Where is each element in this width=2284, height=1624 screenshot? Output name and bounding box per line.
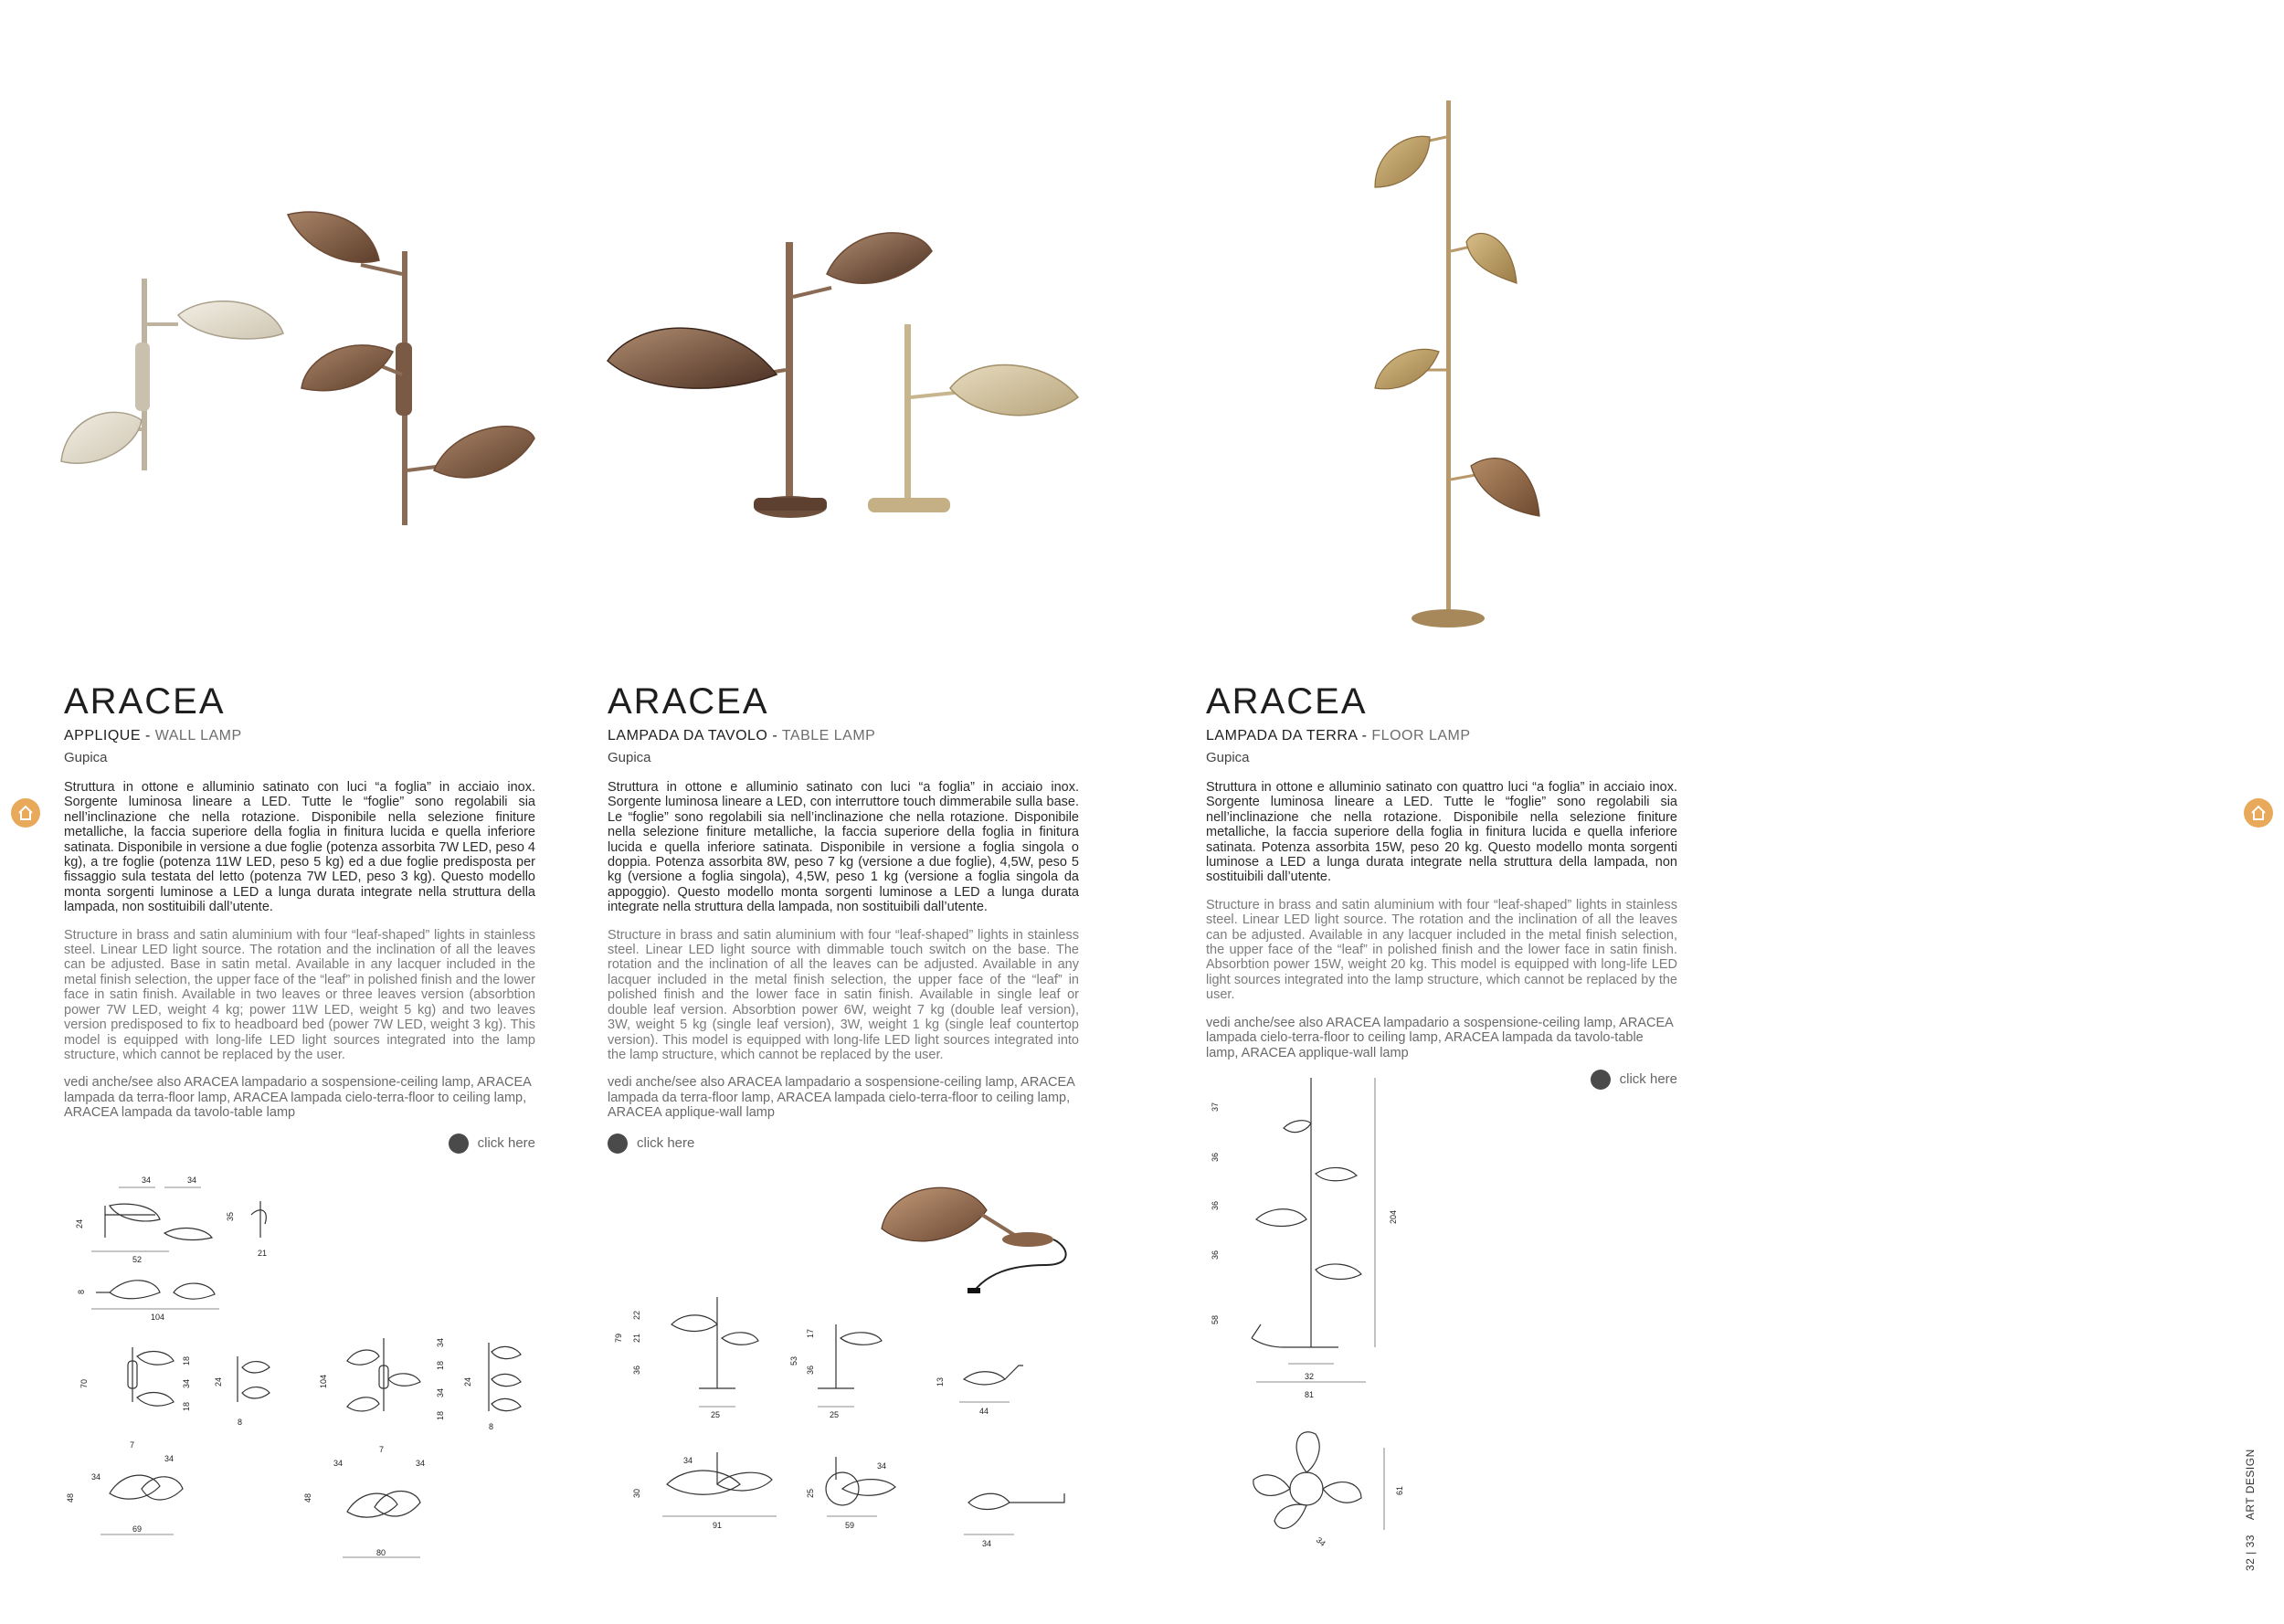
- dim-label: 91: [713, 1521, 723, 1530]
- designer-name: Gupica: [608, 750, 651, 765]
- dim-label: 17: [806, 1328, 815, 1338]
- page-numbers: 32 | 33: [2244, 1534, 2257, 1571]
- dim-label: 34: [187, 1176, 197, 1185]
- click-here-label: click here: [637, 1135, 695, 1152]
- subtitle-en: TABLE LAMP: [781, 728, 876, 743]
- dim-label: 18: [182, 1355, 191, 1366]
- dim-label: 34: [91, 1472, 101, 1482]
- dim-label: 21: [632, 1333, 641, 1343]
- wall-lamp-column: [64, 683, 535, 1154]
- dim-label: 21: [258, 1249, 268, 1258]
- description-italian: Struttura in ottone e alluminio satinato con luci “a foglia” in acciaio inox. Sorgente luminosa lineare a LED. Tutte le “foglie” sono regolabili sia nell’inclinazione che nella rotazione. Disponibile nella selezione finiture metalliche, la faccia superiore della foglia in finitura lucida e quella inferiore satinata. Disponibile in versione a due foglie (potenza assorbita 7W LED, peso 4 kg), a tre foglie (potenza 11W LED, peso 5 kg) ed a due foglie predisposta per fissaggio sula testata del letto (potenza 7W LED, peso 3 kg). Questo modello monta sorgenti luminose a LED a lunga durata integrate nella struttura della lampada, non sostituibili dall’utente.: [64, 780, 535, 915]
- click-here-label: click here: [1619, 1071, 1677, 1088]
- description-english: Structure in brass and satin aluminium with four “leaf-shaped” lights in stainless steel. Linear LED light source with dimmable touch switch on the base. The rotation and the inclination of all the leaves can be adjusted. Available in any lacquer included in the metal finish selection, the upper face of the “leaf” in polished finish and the lower face in satin finish. Available in single leaf or double leaf version. Absorbtion power 6W, weight 7 kg (double leaf version), 3W, weight 5 kg (single leaf version), 3W, weight 1 kg (single leaf countertop version). This model is equipped with long-life LED light sources integrated into the lamp structure, which cannot be replaced by the user.: [608, 927, 1079, 1062]
- dim-label: 18: [436, 1410, 445, 1420]
- dim-label: 48: [303, 1492, 312, 1503]
- dim-label: 69: [132, 1524, 143, 1534]
- product-title: ARACEA: [64, 681, 226, 722]
- dim-label: 34: [436, 1337, 445, 1347]
- home-button-right[interactable]: [2244, 798, 2273, 828]
- dim-label: 34: [683, 1456, 693, 1465]
- dim-label: 52: [132, 1255, 143, 1264]
- subtitle-en: FLOOR LAMP: [1371, 728, 1471, 743]
- dim-label: 37: [1211, 1102, 1220, 1112]
- table-lamp-drawings: [603, 1288, 1096, 1553]
- dim-label: 18: [182, 1401, 191, 1411]
- dim-label: 34: [1314, 1534, 1327, 1548]
- dim-label: 8: [238, 1418, 243, 1427]
- dim-label: 34: [436, 1387, 445, 1397]
- product-title: ARACEA: [608, 681, 769, 722]
- dim-label: 104: [319, 1374, 328, 1388]
- dim-label: 34: [982, 1539, 992, 1548]
- subtitle-separator: -: [767, 728, 782, 743]
- dim-label: 80: [376, 1548, 386, 1557]
- table-dimension-labels: [614, 1311, 991, 1548]
- dim-label: 34: [877, 1461, 887, 1471]
- see-also-text: vedi anche/see also ARACEA lampadario a sospensione-ceiling lamp, ARACEA lampada da terra-floor lamp, ARACEA lampada cielo-terra-floor to ceiling lamp, ARACEA applique-wall lamp: [608, 1075, 1075, 1121]
- dim-label: 18: [436, 1360, 445, 1370]
- dim-label: 36: [632, 1365, 641, 1375]
- dim-label: 32: [1305, 1372, 1315, 1381]
- page-footer: [2244, 1449, 2257, 1571]
- link-dot-icon: [449, 1134, 469, 1154]
- dim-label: 53: [789, 1355, 798, 1366]
- home-icon: [2250, 805, 2267, 821]
- click-here-link[interactable]: [64, 1134, 535, 1154]
- link-dot-icon: [1591, 1070, 1611, 1090]
- section-label: ART DESIGN: [2244, 1449, 2257, 1521]
- description-english: Structure in brass and satin aluminium with four “leaf-shaped” lights in stainless steel. Linear LED light source. The rotation and the inclination of all the leaves can be adjusted. Base in satin metal. Available in any lacquer included in the metal finish selection, the upper face of the “leaf” in polished finish and the lower face in satin finish. Available in two leaves or three leaves version (absorbtion power 7W LED, weight 4 kg; power 11W LED, weight 5 kg) and two leaves version predisposed to fix to headboard bed (power 7W LED, weight 3 kg). This model is equipped with long-life LED light sources integrated into the lamp structure, which cannot be replaced by the user.: [64, 927, 535, 1062]
- dim-label: 24: [214, 1376, 223, 1387]
- dim-label: 104: [151, 1313, 165, 1322]
- see-also-text: vedi anche/see also ARACEA lampadario a sospensione-ceiling lamp, ARACEA lampada cielo-terra-floor to ceiling lamp, ARACEA lampada da tavolo-table lamp, ARACEA applique-wall lamp: [1206, 1015, 1674, 1060]
- subtitle-it: LAMPADA DA TAVOLO: [608, 728, 768, 743]
- click-here-link[interactable]: [608, 1134, 1079, 1154]
- designer-name: Gupica: [1206, 750, 1250, 765]
- subtitle-it: APPLIQUE: [64, 728, 142, 743]
- floor-lamp-column: [1206, 683, 1677, 1090]
- link-dot-icon: [608, 1134, 628, 1154]
- dim-label: 34: [164, 1454, 174, 1463]
- home-button-left[interactable]: [11, 798, 40, 828]
- dim-label: 25: [830, 1410, 840, 1419]
- dim-label: 7: [130, 1440, 135, 1450]
- dim-label: 8: [489, 1422, 494, 1431]
- description-english: Structure in brass and satin aluminium with four “leaf-shaped” lights in stainless steel. Linear LED light source. The rotation and the inclination of all the leaves can be adjusted. Available in any lacquer included in the metal finish selection, the upper face of the “leaf” in polished finish and the lower face in satin finish. Absorbtion power 15W, weight 20 kg. This model is equipped with long-life LED light sources integrated into the lamp structure, which cannot be replaced by the user.: [1206, 897, 1677, 1003]
- dim-label: 61: [1395, 1485, 1404, 1495]
- subtitle-en: WALL LAMP: [154, 728, 242, 743]
- see-also-text: vedi anche/see also ARACEA lampadario a sospensione-ceiling lamp, ARACEA lampada da terra-floor lamp, ARACEA lampada cielo-terra-floor to ceiling lamp, ARACEA lampada da tavolo-table lamp: [64, 1075, 532, 1121]
- description-italian: Struttura in ottone e alluminio satinato con luci “a foglia” in acciaio inox. Sorgente luminosa lineare a LED, con interruttore touch dimmerabile sulla base. Le “foglie” sono regolabili sia nell’inclinazione che nella rotazione. Disponibile nella selezione finiture metalliche, la faccia superiore della foglia in finitura lucida e quella inferiore satinata. Disponibile in versione a foglia singola o doppia. Potenza assorbita 8W, peso 7 kg (versione a due foglie), 4,5W, peso 5 kg (versione a foglia singola), 4,5W, peso 1 kg (versione a foglia singola da appoggio). Questo modello monta sorgenti luminose a LED a lunga durata integrate nella struttura della lampada, non sostituibili dall’utente.: [608, 780, 1079, 915]
- subtitle-it: LAMPADA DA TERRA: [1206, 728, 1358, 743]
- dim-label: 79: [614, 1333, 623, 1343]
- dim-label: 204: [1389, 1209, 1398, 1224]
- dim-label: 8: [77, 1289, 86, 1294]
- table-lamp-column: [608, 683, 1079, 1154]
- dim-label: 7: [379, 1445, 385, 1454]
- dim-label: 34: [416, 1459, 426, 1468]
- product-subtitle: [608, 727, 1079, 745]
- dim-label: 30: [632, 1488, 641, 1498]
- dim-label: 25: [806, 1488, 815, 1498]
- dim-label: 81: [1305, 1390, 1315, 1399]
- wall-dimension-labels: [66, 1176, 493, 1557]
- dim-label: 13: [936, 1376, 945, 1387]
- dim-label: 35: [226, 1211, 235, 1221]
- dim-label: 24: [75, 1218, 84, 1229]
- dim-label: 48: [66, 1492, 75, 1503]
- floor-lamp-photo: [1352, 96, 1608, 644]
- dim-label: 58: [1211, 1314, 1220, 1324]
- product-subtitle: [1206, 727, 1677, 745]
- dim-label: 34: [142, 1176, 152, 1185]
- home-icon: [17, 805, 34, 821]
- dim-label: 36: [1211, 1152, 1220, 1162]
- table-lamp-photo: [603, 215, 1096, 539]
- dim-label: 34: [182, 1378, 191, 1388]
- product-subtitle: [64, 727, 535, 745]
- subtitle-separator: -: [1357, 728, 1372, 743]
- dim-label: 59: [845, 1521, 855, 1530]
- dim-label: 36: [1211, 1250, 1220, 1260]
- description-italian: Struttura in ottone e alluminio satinato con quattro luci “a foglia” in acciaio inox. Sorgente luminosa lineare a LED. Tutte le “foglie” sono regolabili sia nell’inclinazione che nella rotazione. Disponibile nella selezione finiture metalliche, la faccia superiore della foglia in finitura lucida e quella inferiore satinata. Potenza assorbita 15W, peso 20 kg. Questo modello monta sorgenti luminose a LED a lunga durata integrate nella struttura della lampada, non sostituibili dall’utente.: [1206, 780, 1677, 885]
- dim-label: 24: [463, 1376, 472, 1387]
- countertop-lamp-photo: [872, 1174, 1083, 1302]
- product-title: ARACEA: [1206, 681, 1368, 722]
- dim-label: 25: [711, 1410, 721, 1419]
- dim-label: 36: [1211, 1200, 1220, 1210]
- floor-lamp-drawings: [1197, 1073, 1425, 1571]
- click-here-label: click here: [477, 1135, 535, 1152]
- dim-label: 36: [806, 1365, 815, 1375]
- dim-label: 34: [333, 1459, 344, 1468]
- dim-label: 70: [79, 1378, 89, 1388]
- wall-lamp-drawings: [55, 1165, 566, 1566]
- dim-label: 22: [632, 1310, 641, 1320]
- subtitle-separator: -: [141, 728, 155, 743]
- wall-lamp-photo: [50, 196, 562, 525]
- dim-label: 44: [979, 1407, 989, 1416]
- designer-name: Gupica: [64, 750, 108, 765]
